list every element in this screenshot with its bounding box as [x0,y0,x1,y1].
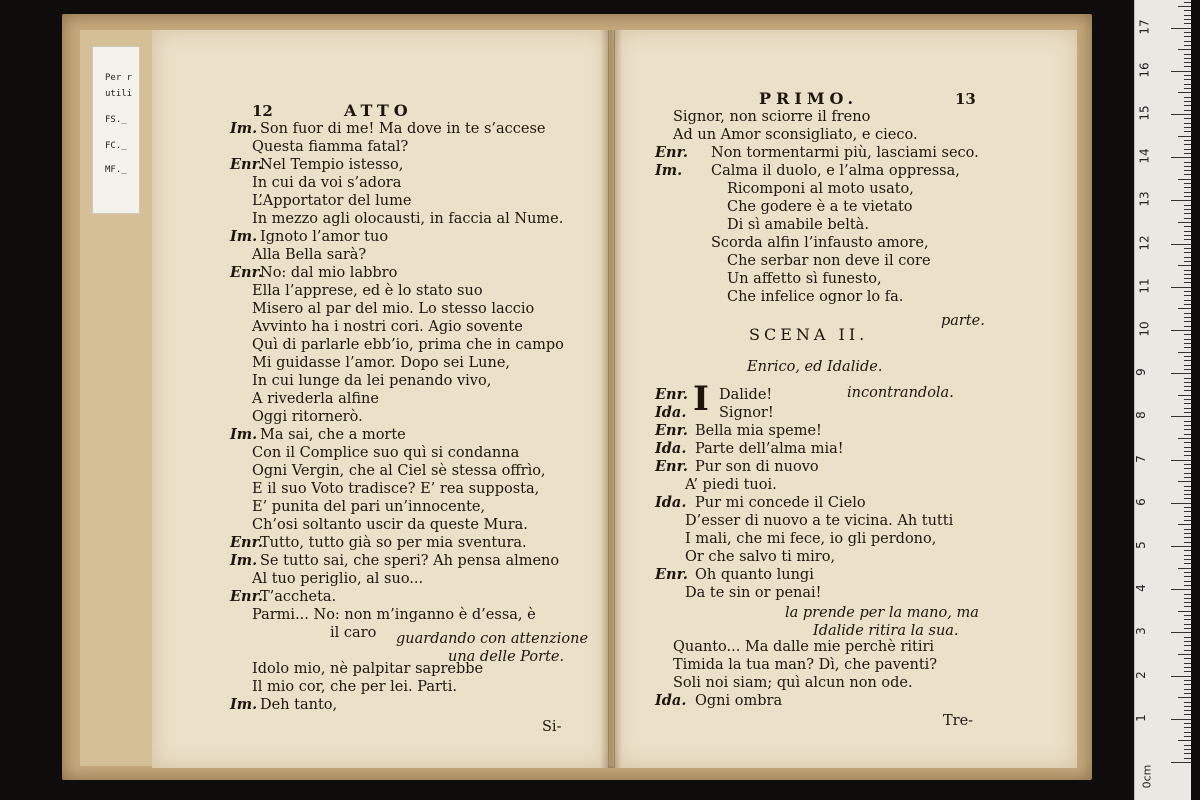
verse-line: il caro [330,625,377,641]
ruler-tick [1184,537,1191,538]
ruler-tick [1184,274,1191,275]
ruler-number: 14 [1137,148,1152,164]
ruler-tick [1171,676,1191,677]
ruler-tick [1184,153,1191,154]
ruler-tick [1184,477,1191,478]
ruler-tick [1184,667,1191,668]
verse-line: Misero al par del mio. Lo stesso laccio [252,301,535,317]
ruler-tick [1184,390,1191,391]
ruler-tick [1184,339,1191,340]
speaker-label: Enr. [230,156,263,173]
ruler-tick [1184,123,1191,124]
verse-line: Pur son di nuovo [695,459,819,475]
speaker-label: Enr. [655,386,688,403]
verse-line: Son fuor di me! Ma dove in te s’accese [260,121,546,137]
ruler-number: 13 [1137,191,1152,208]
ruler-tick [1184,434,1191,435]
ruler-tick [1171,632,1191,633]
ruler-tick [1184,529,1191,530]
ruler-tick [1184,131,1191,132]
ruler-tick [1171,157,1191,158]
ruler-tick [1184,645,1191,646]
verse-line: Ad un Amor sconsigliato, e cieco. [673,127,918,143]
ruler-tick [1184,753,1191,754]
ruler-tick [1171,287,1191,288]
ruler-tick [1184,378,1191,379]
ruler-tick [1184,300,1191,301]
ruler-tick [1184,170,1191,171]
verse-line: Che godere è a te vietato [727,199,913,215]
ruler-tick [1184,79,1191,80]
verse-line: Calma il duolo, e l’alma oppressa, [711,163,960,179]
verse-line: Ch’osi soltanto uscir da queste Mura. [252,517,528,533]
ruler-tick [1178,92,1191,93]
ruler-tick [1171,719,1191,720]
verse-line: Ma sai, che a morte [260,427,406,443]
ruler-tick [1171,244,1191,245]
ruler-tick [1184,261,1191,262]
verse-line: Parte dell’alma mia! [695,441,844,457]
verse-line: In cui da voi s’adora [252,175,402,191]
ruler-tick [1184,226,1191,227]
ruler-tick [1184,32,1191,33]
ruler-tick [1184,490,1191,491]
speaker-label: Im. [230,426,258,443]
verse-line: No: dal mio labbro [260,265,398,281]
ruler-unit: 0cm [1140,764,1154,789]
verse-line: A’ piedi tuoi. [685,477,777,493]
ruler-tick [1184,101,1191,102]
ruler-tick [1171,330,1191,331]
book-gutter [600,30,622,768]
speaker-label: Ida. [655,440,687,457]
verse-line: Oggi ritornerò. [252,409,363,425]
ruler-tick [1184,75,1191,76]
ruler-tick [1184,758,1191,759]
ruler-tick [1184,736,1191,737]
ruler-tick [1184,749,1191,750]
ruler-tick [1184,602,1191,603]
ruler-tick [1184,572,1191,573]
verse-line: D’esser di nuovo a te vicina. Ah tutti [685,513,954,529]
ruler-tick [1178,654,1191,655]
ruler-tick [1178,179,1191,180]
ruler-tick [1178,6,1191,7]
ruler-tick [1184,321,1191,322]
running-head: ATTO [344,101,413,120]
ruler-tick [1184,702,1191,703]
ruler-tick [1184,369,1191,370]
ruler-tick [1184,550,1191,551]
verse-line: Scorda alfin l’infausto amore, [711,235,929,251]
ruler-tick [1184,408,1191,409]
speaker-label: Enr. [655,458,688,475]
ruler-tick [1184,218,1191,219]
ruler-tick [1184,252,1191,253]
verse-line: Signor, non sciorre il freno [673,109,871,125]
ruler-tick [1184,511,1191,512]
stage-direction: una delle Porte. [448,649,565,665]
ruler-tick [1184,663,1191,664]
ruler-tick [1184,473,1191,474]
ruler-tick [1184,585,1191,586]
ruler-number: 2 [1133,670,1148,679]
ruler-tick [1184,278,1191,279]
verse-line: Un affetto sì funesto, [727,271,882,287]
ruler-tick [1184,174,1191,175]
verse-line: Che infelice ognor lo fa. [727,289,904,305]
drop-cap: I [693,379,709,419]
ruler-tick [1184,727,1191,728]
ruler-tick [1184,235,1191,236]
verse-line: Quì di parlarle ebb’io, prima che in campo [252,337,564,353]
ruler-number: 12 [1137,234,1152,251]
ruler-tick [1171,416,1191,417]
verse-line: Ella l’apprese, ed è lo stato suo [252,283,483,299]
ruler-tick [1184,637,1191,638]
ruler-tick [1184,84,1191,85]
ruler-tick [1178,308,1191,309]
ruler-tick [1184,144,1191,145]
ruler-tick [1184,559,1191,560]
left-page [152,30,609,768]
verse-line: Or che salvo ti miro, [685,549,836,565]
ruler-tick [1184,149,1191,150]
verse-line: Che serbar non deve il core [727,253,931,269]
verse-line: Oh quanto lungi [695,567,814,583]
ruler-tick [1184,313,1191,314]
ruler-tick [1184,19,1191,20]
ruler-tick [1184,213,1191,214]
slip-line: FS._ [105,115,127,125]
ruler-tick [1171,114,1191,115]
verse-line: Ogni Vergin, che al Ciel sè stessa offrìo, [252,463,546,479]
ruler-tick [1171,546,1191,547]
ruler-tick [1184,231,1191,232]
verse-line: Questa fiamma fatal? [252,139,409,155]
ruler-tick [1184,110,1191,111]
verse-line: Pur mi concede il Cielo [695,495,866,511]
ruler-tick [1184,516,1191,517]
ruler-number: 17 [1137,18,1152,35]
ruler-tick [1184,412,1191,413]
ruler-tick [1184,714,1191,715]
ruler-tick [1184,624,1191,625]
slip-line: Per r [105,73,133,83]
ruler-tick [1178,136,1191,137]
speaker-label: Ida. [655,494,687,511]
ruler-tick [1184,41,1191,42]
ruler-tick [1178,438,1191,439]
page-number: 13 [955,90,976,108]
ruler-tick [1184,192,1191,193]
ruler-tick [1178,524,1191,525]
ruler-tick [1184,347,1191,348]
stage-direction: incontrandola. [847,385,954,401]
ruler-tick [1184,187,1191,188]
verse-line: Mi guidasse l’amor. Dopo sei Lune, [252,355,511,371]
ruler-tick [1184,2,1191,3]
ruler-number: 9 [1133,368,1148,377]
ruler-tick [1184,257,1191,258]
ruler-tick [1184,399,1191,400]
speaker-label: Enr. [655,144,688,161]
scene-characters: Enrico, ed Idalide. [747,359,883,375]
verse-line: E il suo Voto tradisce? E’ rea supposta, [252,481,540,497]
ruler-tick [1184,365,1191,366]
ruler-tick [1184,650,1191,651]
ruler-tick [1184,555,1191,556]
ruler-tick [1184,183,1191,184]
ruler-number: 3 [1133,627,1148,636]
ruler-tick [1184,356,1191,357]
verse-line: A rivederla alfine [252,391,379,407]
ruler-tick [1184,542,1191,543]
ruler-tick [1184,745,1191,746]
ruler-tick [1184,248,1191,249]
ruler-tick [1184,628,1191,629]
ruler-tick [1184,196,1191,197]
ruler-tick [1184,209,1191,210]
verse-line: Di sì amabile beltà. [727,217,869,233]
ruler-tick [1184,127,1191,128]
ruler-tick [1184,684,1191,685]
catchword: Tre- [943,713,974,729]
ruler-tick [1184,507,1191,508]
ruler-tick [1184,615,1191,616]
ruler-tick [1178,481,1191,482]
verse-line: Da te sin or penai! [685,585,822,601]
verse-line: Al tuo periglio, al suo... [252,571,424,587]
ruler-tick [1184,498,1191,499]
ruler-tick [1184,295,1191,296]
ruler-tick [1184,15,1191,16]
verse-line: In cui lunge da lei penando vivo, [252,373,492,389]
verse-line: Signor! [719,405,774,421]
speaker-label: Ida. [655,404,687,421]
verse-line: Alla Bella sarà? [252,247,367,263]
ruler-tick [1184,360,1191,361]
ruler-tick [1184,10,1191,11]
ruler-tick [1184,425,1191,426]
ruler-tick [1178,222,1191,223]
ruler-number: 4 [1133,584,1148,593]
ruler-tick [1178,265,1191,266]
verse-line: Se tutto sai, che speri? Ah pensa almeno [260,553,560,569]
verse-line: Tutto, tutto già so per mia sventura. [260,535,527,551]
slip-line: FC._ [105,141,127,151]
ruler-tick [1184,421,1191,422]
ruler-tick [1184,680,1191,681]
ruler-tick [1184,594,1191,595]
right-page [614,30,1077,768]
ruler-tick [1171,762,1191,763]
verse-line: E’ punita del pari un’innocente, [252,499,486,515]
catchword: Si- [542,719,562,735]
ruler-tick [1184,282,1191,283]
measuring-ruler [1134,0,1191,800]
verse-line: Timida la tua man? Dì, che paventi? [673,657,938,673]
speaker-label: Im. [230,228,258,245]
ruler-tick [1184,343,1191,344]
ruler-tick [1184,45,1191,46]
ruler-tick [1184,270,1191,271]
verse-line: Parmi... No: non m’inganno è d’essa, è [252,607,536,623]
speaker-label: Im. [230,696,258,713]
verse-line: Il mio cor, che per lei. Parti. [252,679,457,695]
ruler-tick [1178,568,1191,569]
verse-line: L’Apportator del lume [252,193,412,209]
verse-line: Idolo mio, nè palpitar saprebbe [252,661,484,677]
ruler-tick [1184,520,1191,521]
ruler-tick [1184,304,1191,305]
ruler-tick [1184,403,1191,404]
ruler-tick [1184,140,1191,141]
verse-line: Ogni ombra [695,693,783,709]
ruler-tick [1184,386,1191,387]
speaker-label: Im. [230,552,258,569]
exit-direction: parte. [941,313,985,329]
verse-line: Soli noi siam; quì alcun non ode. [673,675,913,691]
ruler-number: 6 [1133,497,1148,506]
slip-line: utili [105,89,133,99]
ruler-tick [1184,442,1191,443]
page-number: 12 [252,102,273,120]
ruler-tick [1178,740,1191,741]
ruler-number: 7 [1133,454,1148,463]
stage-direction: Idalide ritira la sua. [813,623,959,639]
speaker-label: Enr. [230,264,263,281]
speaker-label: Enr. [230,588,263,605]
verse-line: Nel Tempio istesso, [260,157,404,173]
ruler-tick [1184,166,1191,167]
verse-line: Ricomponi al moto usato, [727,181,914,197]
ruler-tick [1184,563,1191,564]
ruler-tick [1184,382,1191,383]
speaker-label: Ida. [655,692,687,709]
speaker-label: Im. [655,162,683,179]
ruler-tick [1184,66,1191,67]
ruler-tick [1171,460,1191,461]
ruler-tick [1184,464,1191,465]
ruler-tick [1184,58,1191,59]
ruler-tick [1178,49,1191,50]
ruler-tick [1184,641,1191,642]
verse-line: Ignoto l’amor tuo [260,229,389,245]
ruler-number: 1 [1133,713,1148,722]
ruler-tick [1184,429,1191,430]
ruler-tick [1184,62,1191,63]
ruler-tick [1184,23,1191,24]
stage-direction: la prende per la mano, ma [785,605,979,621]
verse-line: Bella mia speme! [695,423,822,439]
ruler-tick [1184,291,1191,292]
running-head: PRIMO. [759,89,859,108]
ruler-tick [1184,455,1191,456]
ruler-tick [1184,334,1191,335]
ruler-number: 15 [1137,105,1152,121]
ruler-tick [1184,533,1191,534]
ruler-number: 16 [1137,62,1152,78]
ruler-tick [1184,598,1191,599]
speaker-label: Enr. [655,422,688,439]
ruler-tick [1184,486,1191,487]
ruler-tick [1184,723,1191,724]
ruler-tick [1184,36,1191,37]
ruler-tick [1178,611,1191,612]
ruler-tick [1184,54,1191,55]
ruler-tick [1184,468,1191,469]
verse-line: Avvinto ha i nostri cori. Agio sovente [252,319,523,335]
verse-line: Dalide! [719,387,773,403]
ruler-number: 5 [1133,541,1148,549]
ruler-tick [1184,658,1191,659]
ruler-tick [1184,606,1191,607]
ruler-tick [1184,97,1191,98]
verse-line: I mali, che mi fece, io gli perdono, [685,531,937,547]
ruler-tick [1184,576,1191,577]
ruler-tick [1184,88,1191,89]
ruler-tick [1184,447,1191,448]
ruler-number: 8 [1133,411,1148,420]
verse-line: Con il Complice suo quì si condanna [252,445,520,461]
ruler-number: 10 [1137,321,1152,337]
ruler-tick [1178,352,1191,353]
ruler-tick [1184,162,1191,163]
ruler-tick [1184,494,1191,495]
ruler-tick [1184,732,1191,733]
stage-direction: guardando con attenzione [396,631,589,647]
ruler-tick [1184,239,1191,240]
ruler-tick [1184,671,1191,672]
ruler-tick [1184,710,1191,711]
verse-line: Quanto... Ma dalle mie perchè ritiri [673,639,935,655]
slip-line: MF._ [105,165,127,175]
verse-line: In mezzo agli olocausti, in faccia al Nume. [252,211,564,227]
ruler-tick [1184,451,1191,452]
ruler-tick [1171,28,1191,29]
library-slip [92,46,140,214]
speaker-label: Enr. [655,566,688,583]
ruler-tick [1178,395,1191,396]
scene-heading: SCENA II. [749,325,869,344]
ruler-tick [1171,373,1191,374]
ruler-tick [1184,326,1191,327]
ruler-tick [1184,619,1191,620]
speaker-label: Im. [230,120,258,137]
ruler-number: 11 [1137,278,1152,294]
ruler-tick [1184,581,1191,582]
ruler-tick [1171,200,1191,201]
ruler-tick [1184,105,1191,106]
ruler-tick [1171,589,1191,590]
ruler-tick [1184,706,1191,707]
verse-line: Deh tanto, [260,697,338,713]
ruler-tick [1171,503,1191,504]
verse-line: Non tormentarmi più, lasciami seco. [711,145,979,161]
ruler-tick [1184,118,1191,119]
ruler-tick [1184,689,1191,690]
verse-line: T’accheta. [260,589,337,605]
ruler-tick [1184,693,1191,694]
ruler-tick [1184,317,1191,318]
ruler-tick [1178,697,1191,698]
speaker-label: Enr. [230,534,263,551]
ruler-tick [1184,205,1191,206]
ruler-tick [1171,71,1191,72]
